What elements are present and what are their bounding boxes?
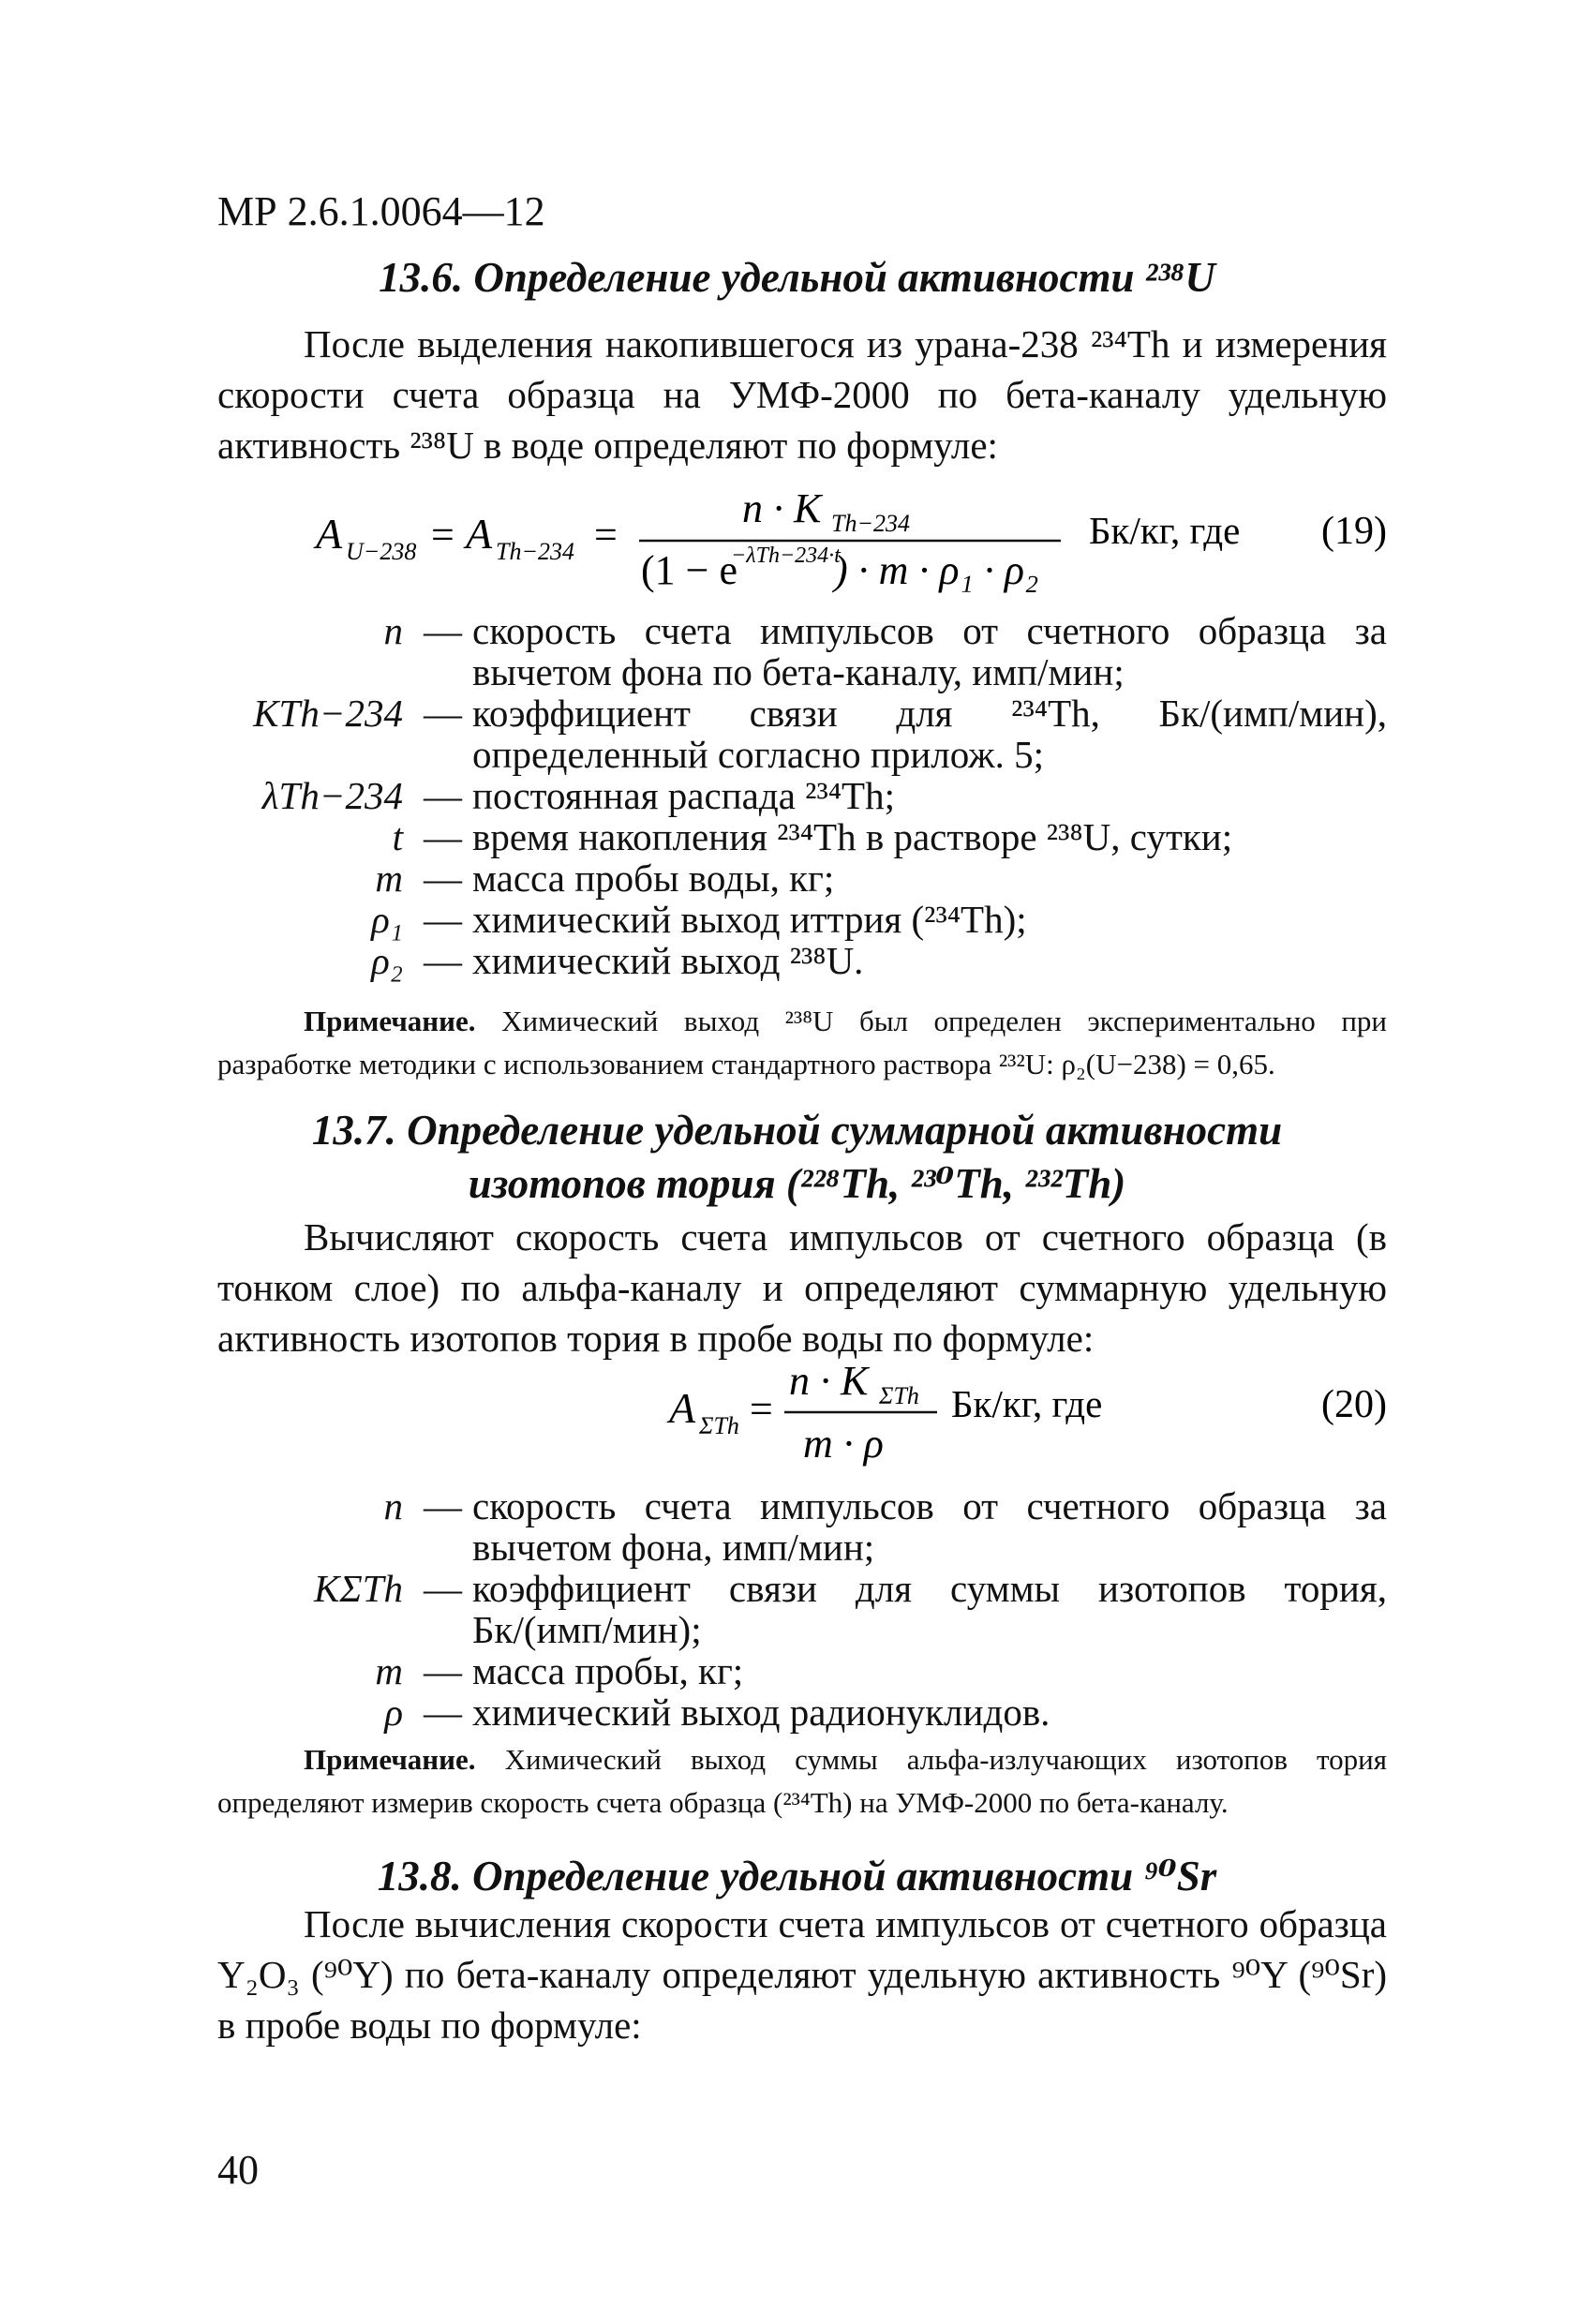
definition-symbol: ρ₂ (371, 939, 403, 982)
definition-item: ρ₂ — химический выход ²³⁸U. (217, 940, 1387, 981)
formula-20-numerator: n · K (789, 1358, 869, 1404)
definition-item: KΣTh — коэффициент связи для суммы изотопов тория, Бк/(имп/мин); (217, 1568, 1387, 1650)
formula-19-denominator-rest: ) · m · ρ₁ · ρ₂ (834, 547, 1039, 593)
definition-item: m — масса пробы воды, кг; (217, 857, 1387, 899)
section-13-6-title: 13.6. Определение удельной активности ²³⁸U (379, 254, 1215, 301)
definition-item: ρ₁ — химический выход иттрия (²³⁴Th); (217, 899, 1387, 940)
formula-19-numerator: n · K (742, 485, 822, 531)
definition-symbol: λTh−234 (261, 774, 403, 817)
definition-symbol: KTh−234 (253, 692, 403, 735)
section-13-6-definitions (217, 610, 1387, 981)
section-13-8-title: 13.8. Определение удельной активности ⁹⁰Sr (377, 1853, 1217, 1899)
svg-text:=: = (750, 1386, 773, 1432)
formula-20-unit: Бк/кг, где (951, 1382, 1103, 1425)
formula-19-lhs-sub: U−238 (346, 538, 417, 565)
definition-text: масса пробы, кг; (472, 1649, 744, 1692)
definition-item: m — масса пробы, кг; (217, 1650, 1387, 1691)
definition-text: время накопления ²³⁴Th в растворе ²³⁸U, сутки; (472, 815, 1233, 858)
definition-symbol: ρ (384, 1691, 403, 1734)
formula-19-lhs: A (316, 510, 343, 558)
svg-text:=: = (594, 512, 618, 558)
definition-text: постоянная распада ²³⁴Th; (472, 774, 895, 817)
section-13-8-paragraph-text: После вычисления скорости счета импульсов от счетного образца Y₂O₃ (⁹⁰Y) по бета-каналу определяют удельную активность ⁹⁰Y (⁹⁰Sr) в пробе воды по формуле: (217, 1902, 1387, 2047)
formula-19-mid: A (466, 510, 493, 558)
definition-item: KTh−234 — коэффициент связи для ²³⁴Th, Бк/(имп/мин), определенный согласно прилож. 5; (217, 693, 1387, 775)
page-number: 40 (217, 2147, 259, 2193)
formula-20-number: (20) (1321, 1383, 1387, 1426)
formula-19-denominator: (1 − e (641, 547, 737, 593)
definition-symbol: ρ₁ (371, 898, 403, 941)
section-13-8-paragraph (217, 1899, 1387, 2050)
formula-20 (217, 1349, 1387, 1476)
note-text: Химический выход суммы альфа-излучающих изотопов тория определяют измерив скорость счета образца (²³⁴Th) на УМФ-2000 по бета-каналу. (217, 1743, 1388, 1819)
definition-text: химический выход радионуклидов. (472, 1691, 1050, 1734)
definition-item: λTh−234 — постоянная распада ²³⁴Th; (217, 775, 1387, 816)
definition-symbol: m (375, 1649, 403, 1692)
definition-text: химический выход иттрия (²³⁴Th); (472, 898, 1027, 941)
section-13-7-title-line2: изотопов тория (²²⁸Th, ²³⁰Th, ²³²Th) (468, 1160, 1126, 1207)
document-header: МР 2.6.1.0064—12 (217, 188, 545, 234)
definition-symbol: KΣTh (313, 1567, 403, 1610)
definition-text: коэффициент связи для суммы изотопов тория, Бк/(имп/мин); (472, 1567, 1387, 1651)
formula-19-mid-sub: Th−234 (496, 538, 575, 565)
formula-20-numerator-sub: ΣTh (879, 1382, 919, 1409)
formula-20-lhs-sub: ΣTh (699, 1412, 739, 1439)
formula-19 (217, 473, 1387, 595)
section-13-6-note (217, 1000, 1387, 1086)
formula-19-unit: Бк/кг, где (1089, 509, 1241, 552)
definition-item: ρ — химический выход радионуклидов. (217, 1691, 1387, 1733)
definition-symbol: n (383, 1484, 403, 1527)
section-13-7-paragraph-text: Вычисляют скорость счета импульсов от счетного образца (в тонком слое) по альфа-каналу и определяют суммарную удельную активность изотопов тория в пробе воды по формуле: (217, 1215, 1387, 1360)
section-13-7-definitions (217, 1485, 1387, 1733)
formula-19-numerator-sub: Th−234 (831, 510, 911, 537)
note-text: Химический выход ²³⁸U был определен экспериментально при разработке методики с использованием стандартного раствора ²³²U: ρ₂(U−238) = 0,65. (217, 1005, 1388, 1080)
section-13-6-paragraph-text: После выделения накопившегося из урана-238 ²³⁴Th и измерения скорости счета образца на УМФ-2000 по бета-каналу удельную активность ²³⁸U в воде определяют по формуле: (217, 322, 1387, 467)
definition-text: скорость счета импульсов от счетного образца за вычетом фона, имп/мин; (472, 1484, 1387, 1569)
note-label: Примечание. (304, 1005, 476, 1037)
definition-symbol: t (392, 815, 403, 858)
section-13-7-note (217, 1738, 1387, 1825)
definition-item: n — скорость счета импульсов от счетного образца за вычетом фона по бета-каналу, имп/мин; (217, 610, 1387, 693)
formula-20-denominator: m · ρ (803, 1421, 884, 1467)
svg-text:=: = (431, 512, 454, 558)
definition-text: масса пробы воды, кг; (472, 857, 835, 900)
section-13-6-paragraph (217, 319, 1387, 470)
note-label: Примечание. (304, 1743, 476, 1776)
definition-item: t — время накопления ²³⁴Th в растворе ²³⁸U, сутки; (217, 816, 1387, 857)
formula-19-denominator-exp: −λTh−234·t (731, 544, 841, 568)
definition-symbol: n (383, 609, 403, 652)
section-13-7-paragraph (217, 1212, 1387, 1363)
definition-item: n — скорость счета импульсов от счетного образца за вычетом фона, имп/мин; (217, 1485, 1387, 1568)
definition-text: химический выход ²³⁸U. (472, 939, 864, 982)
formula-20-lhs: A (669, 1384, 696, 1432)
formula-19-number: (19) (1321, 510, 1387, 553)
definition-text: скорость счета импульсов от счетного образца за вычетом фона по бета-каналу, имп/мин; (472, 609, 1387, 693)
section-13-7-title-line1: 13.7. Определение удельной суммарной активности (311, 1107, 1283, 1154)
definition-symbol: m (375, 857, 403, 900)
definition-text: коэффициент связи для ²³⁴Th, Бк/(имп/мин), определенный согласно прилож. 5; (472, 692, 1387, 776)
